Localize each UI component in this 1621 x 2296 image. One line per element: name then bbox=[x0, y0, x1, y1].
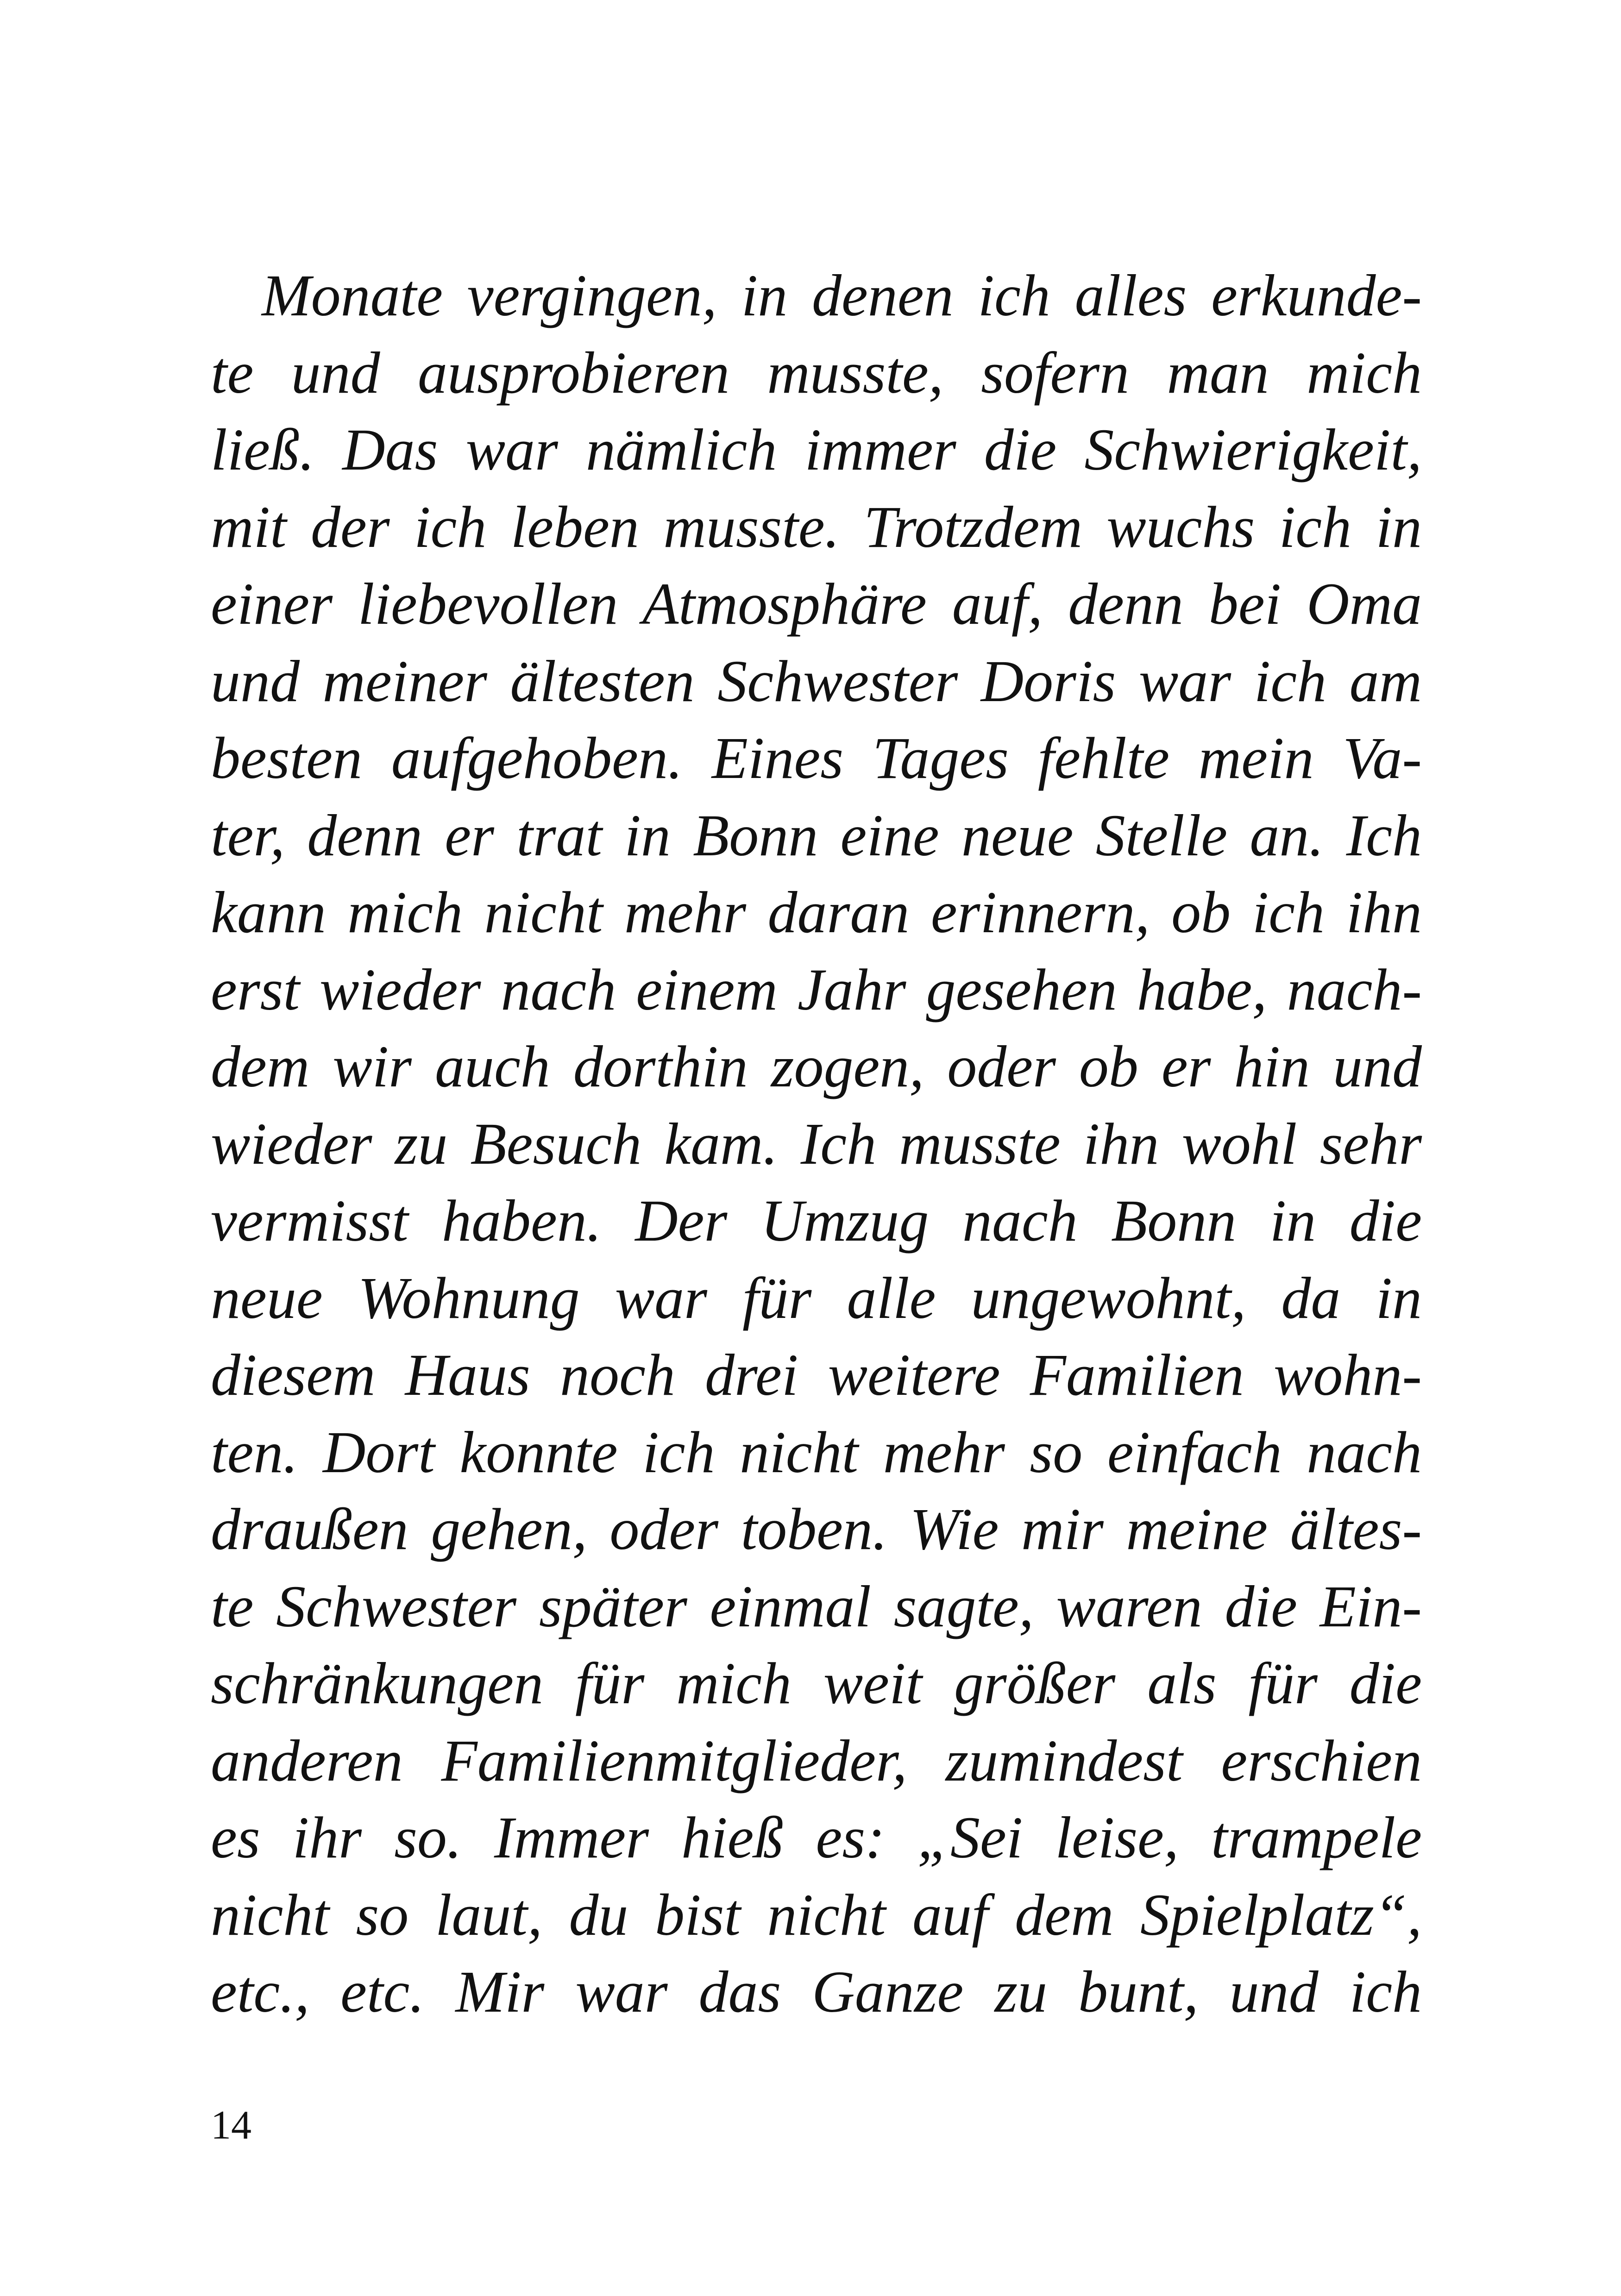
text-line: anderen Familienmitglieder, zumindest erschien bbox=[211, 1727, 1422, 1794]
text-line: neue Wohnung war für alle ungewohnt, da in bbox=[211, 1265, 1422, 1331]
text-line: wieder zu Besuch kam. Ich musste ihn wohl sehr bbox=[211, 1110, 1422, 1177]
text-line: und meiner ältesten Schwester Doris war ich am bbox=[211, 648, 1422, 714]
text-line: kann mich nicht mehr daran erinnern, ob ich ihn bbox=[211, 879, 1422, 945]
text-line: te Schwester später einmal sagte, waren die Ein- bbox=[211, 1573, 1422, 1639]
text-line: draußen gehen, oder toben. Wie mir meine ältes- bbox=[211, 1496, 1422, 1562]
text-line: nicht so laut, du bist nicht auf dem Spielplatz“, bbox=[211, 1882, 1422, 1948]
text-line: ter, denn er trat in Bonn eine neue Stelle an. Ich bbox=[211, 802, 1422, 868]
text-line: mit der ich leben musste. Trotzdem wuchs ich in bbox=[211, 494, 1422, 560]
text-line: einer liebevollen Atmosphäre auf, denn bei Oma bbox=[211, 571, 1422, 637]
text-line: erst wieder nach einem Jahr gesehen habe, nach- bbox=[211, 956, 1422, 1023]
text-line: besten aufgehoben. Eines Tages fehlte mein Va- bbox=[211, 725, 1422, 791]
text-line: etc., etc. Mir war das Ganze zu bunt, und ich bbox=[211, 1959, 1422, 2025]
text-line: diesem Haus noch drei weitere Familien wohn- bbox=[211, 1342, 1422, 1408]
text-line: vermisst haben. Der Umzug nach Bonn in die bbox=[211, 1188, 1422, 1254]
text-line: ten. Dort konnte ich nicht mehr so einfach nach bbox=[211, 1419, 1422, 1485]
text-line: ließ. Das war nämlich immer die Schwierigkeit, bbox=[211, 417, 1422, 483]
text-line: te und ausprobieren musste, sofern man mich bbox=[211, 339, 1422, 406]
body-text bbox=[211, 257, 1422, 2031]
text-line: schränkungen für mich weit größer als für die bbox=[211, 1650, 1422, 1716]
page-number: 14 bbox=[211, 2103, 251, 2148]
text-line: Monate vergingen, in denen ich alles erkunde- bbox=[262, 263, 1422, 328]
text-line: dem wir auch dorthin zogen, oder ob er hin und bbox=[211, 1034, 1422, 1099]
text-line: es ihr so. Immer hieß es: „Sei leise, trampele bbox=[211, 1805, 1422, 1870]
